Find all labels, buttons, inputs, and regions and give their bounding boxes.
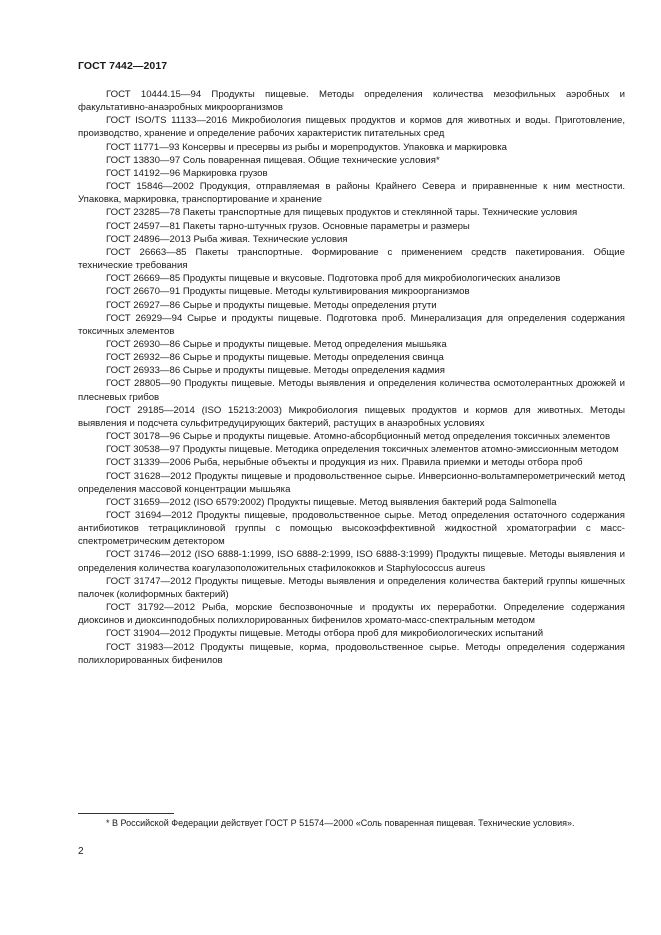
reference-entry: ГОСТ 11771—93 Консервы и пресервы из рыбы и морепродуктов. Упаковка и маркировка — [106, 141, 507, 153]
reference-entry: ГОСТ 15846—2002 Продукция, отправляемая в районы Крайнего Севера и приравненные к ним местности. Упаковка, маркировка, транспортирование и хранение — [78, 181, 625, 206]
reference-entry: ГОСТ 31746—2012 (ISO 6888-1:1999, ISO 6888-2:1999, ISO 6888-3:1999) Продукты пищевые. Методы выявления и определения количества коагулазоположительных стафилококков и Staphylococcus aureus — [78, 549, 625, 574]
reference-list — [78, 88, 625, 667]
reference-entry: ГОСТ 28805—90 Продукты пищевые. Методы выявления и определения количества осмотолерантных дрожжей и плесневых грибов — [78, 378, 625, 403]
reference-entry: ГОСТ 26927—86 Сырье и продукты пищевые. Методы определения ртути — [106, 299, 437, 311]
reference-entry: ГОСТ 10444.15—94 Продукты пищевые. Методы определения количества мезофильных аэробных и факультативно-анаэробных микроорганизмов — [78, 89, 625, 114]
reference-entry: ГОСТ 13830—97 Соль поваренная пищевая. Общие технические условия* — [106, 154, 440, 166]
reference-entry: ГОСТ 31659—2012 (ISO 6579:2002) Продукты пищевые. Метод выявления бактерий рода Salmonella — [106, 496, 557, 508]
reference-entry: ГОСТ 30178—96 Сырье и продукты пищевые. Атомно-абсорбционный метод определения токсичных элементов — [106, 431, 611, 443]
reference-entry: ГОСТ 26932—86 Сырье и продукты пищевые. Методы определения свинца — [106, 352, 444, 364]
reference-entry: ГОСТ 31792—2012 Рыба, морские беспозвоночные и продукты их переработки. Определение содержания диоксинов и диоксинподобных полихлорированных бифенилов хромато-масс-спектральным методом — [78, 602, 625, 627]
reference-entry: ГОСТ 31628—2012 Продукты пищевые и продовольственное сырье. Инверсионно-вольтамперометрический метод определения массовой концентрации мышьяка — [78, 470, 625, 495]
reference-entry: ГОСТ 26930—86 Сырье и продукты пищевые. Метод определения мышьяка — [106, 338, 447, 350]
reference-entry: ГОСТ 30538—97 Продукты пищевые. Методика определения токсичных элементов атомно-эмиссионным методом — [106, 444, 619, 456]
reference-entry: ГОСТ 24597—81 Пакеты тарно-штучных грузов. Основные параметры и размеры — [106, 220, 470, 232]
reference-entry: ГОСТ 26669—85 Продукты пищевые и вкусовые. Подготовка проб для микробиологических анализов — [106, 273, 561, 285]
footnote-divider — [78, 813, 174, 814]
reference-entry: ГОСТ 31983—2012 Продукты пищевые, корма, продовольственное сырье. Методы определения содержания полихлорированных бифенилов — [78, 641, 625, 666]
page-number: 2 — [78, 846, 84, 857]
reference-entry: ГОСТ 14192—96 Маркировка грузов — [106, 167, 268, 179]
reference-entry: ГОСТ 26670—91 Продукты пищевые. Методы культивирования микроорганизмов — [106, 286, 470, 298]
reference-entry: ГОСТ 23285—78 Пакеты транспортные для пищевых продуктов и стеклянной тары. Технические условия — [106, 207, 578, 219]
reference-entry: ГОСТ 26929—94 Сырье и продукты пищевые. Подготовка проб. Минерализация для определения содержания токсичных элементов — [78, 312, 625, 337]
reference-entry: ГОСТ 31747—2012 Продукты пищевые. Методы выявления и определения количества бактерий группы кишечных палочек (колиформных бактерий) — [78, 575, 625, 600]
reference-entry: ГОСТ 24896—2013 Рыба живая. Технические условия — [106, 233, 348, 245]
reference-entry: ГОСТ 26663—85 Пакеты транспортные. Формирование с применением средств пакетирования. Общие технические требования — [78, 246, 625, 272]
reference-entry: ГОСТ 31339—2006 Рыба, нерыбные объекты и продукция из них. Правила приемки и методы отбора проб — [106, 457, 583, 469]
reference-entry: ГОСТ ISO/TS 11133—2016 Микробиология пищевых продуктов и кормов для животных и воды. Приготовление, производство, хранение и определение рабочих характеристик питательных сред — [78, 115, 625, 140]
reference-entry: ГОСТ 31904—2012 Продукты пищевые. Методы отбора проб для микробиологических испытаний — [106, 628, 544, 640]
reference-entry: ГОСТ 31694—2012 Продукты пищевые, продовольственное сырье. Метод определения остаточного содержания антибиотиков тетрациклиновой группы с помощью высокоэффективной жидкостной хроматографии с масс-спектрометрическим детектором — [78, 510, 625, 548]
footnote: * В Российской Федерации действует ГОСТ Р 51574—2000 «Соль поваренная пищевая. Технические условия». — [106, 818, 575, 828]
document-header: ГОСТ 7442—2017 — [78, 60, 168, 72]
reference-entry: ГОСТ 29185—2014 (ISO 15213:2003) Микробиология пищевых продуктов и кормов для животных. Методы выявления и подсчета сульфитредуцирующих бактерий, растущих в анаэробных условиях — [78, 404, 625, 429]
reference-entry: ГОСТ 26933—86 Сырье и продукты пищевые. Методы определения кадмия — [106, 365, 445, 377]
